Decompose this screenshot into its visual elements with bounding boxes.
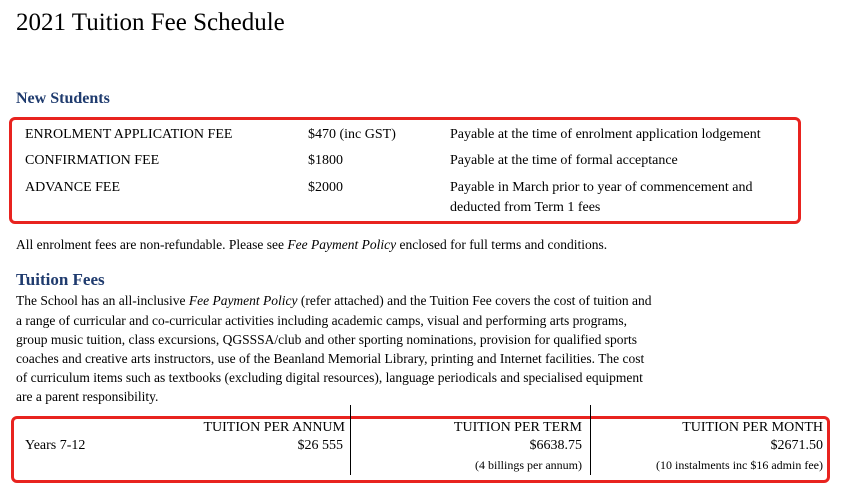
fee-amount-confirmation: $1800 (308, 153, 343, 168)
fee-payment-policy-ref: Fee Payment Policy (287, 237, 397, 252)
fee-note-confirmation: Payable at the time of formal acceptance (450, 153, 678, 168)
tuition-per-month-header: TUITION PER MONTH (682, 420, 823, 435)
fee-note-enrolment: Payable at the time of enrolment application lodgement (450, 127, 761, 142)
column-divider-2 (590, 405, 591, 475)
fee-note-advance-line2: deducted from Term 1 fees (450, 200, 601, 215)
column-divider-1 (350, 405, 351, 475)
tuition-paragraph-line-3: group music tuition, class excursions, QGSSSA/club and other sporting nominations, provision for qualified sports (16, 332, 637, 347)
note-text: All enrolment fees are non-refundable. Please see (16, 237, 288, 252)
fee-name-confirmation: CONFIRMATION FEE (25, 153, 160, 168)
tuition-per-annum-header: TUITION PER ANNUM (203, 420, 345, 435)
tuition-fees-heading: Tuition Fees (16, 270, 105, 289)
para-text: The School has an all-inclusive (16, 293, 189, 308)
para-text-end: (refer attached) and the Tuition Fee covers the cost of tuition and (297, 293, 652, 308)
fee-amount-advance: $2000 (308, 180, 343, 195)
tuition-per-term-sub: (4 billings per annum) (475, 458, 582, 472)
fee-amount-enrolment: $470 (inc GST) (308, 127, 396, 142)
tuition-per-term-value: $6638.75 (529, 438, 582, 453)
tuition-per-term-header: TUITION PER TERM (453, 420, 582, 435)
fee-name-enrolment: ENROLMENT APPLICATION FEE (25, 127, 233, 142)
fee-name-advance: ADVANCE FEE (25, 180, 121, 195)
tuition-paragraph-line-2: a range of curricular and co-curricular activities including academic camps, visual and performing arts programs, (16, 313, 628, 328)
new-students-heading: New Students (16, 90, 110, 107)
tuition-paragraph-line-4: coaches and creative arts instructors, use of the Beanland Memorial Library, printing and Internet facilities. The cost (16, 351, 645, 366)
tuition-paragraph-line-1 (16, 293, 728, 309)
fee-payment-policy-ref-2: Fee Payment Policy (188, 293, 298, 308)
tuition-row-label: Years 7-12 (25, 438, 86, 453)
enrolment-fees-note (16, 237, 607, 253)
note-text-end: enclosed for full terms and conditions. (396, 237, 608, 252)
fee-note-advance: Payable in March prior to year of commencement and (450, 180, 753, 195)
tuition-per-annum-value: $26 555 (297, 438, 343, 453)
tuition-paragraph-line-6: are a parent responsibility. (16, 389, 159, 404)
tuition-paragraph-line-5: of curriculum items such as textbooks (excluding digital resources), language periodicals and specialised equipment (16, 370, 643, 385)
tuition-per-month-sub: (10 instalments inc $16 admin fee) (656, 458, 823, 472)
page-title: 2021 Tuition Fee Schedule (16, 9, 285, 36)
tuition-per-month-value: $2671.50 (770, 438, 823, 453)
